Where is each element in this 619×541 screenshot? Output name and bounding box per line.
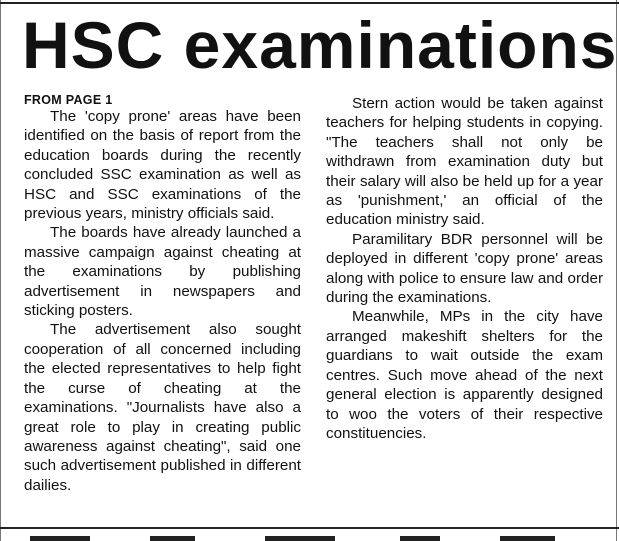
paragraph: The boards have already launched a massive campaign against cheating at the examinations by publishing advertisement in newspapers and sticking posters. <box>24 224 301 320</box>
paragraph: Paramilitary BDR personnel will be deployed in different 'copy prone' areas along with police to ensure law and order during the examinations. <box>326 230 603 307</box>
paragraph: Meanwhile, MPs in the city have arranged makeshift shelters for the guardians to wait outside the exam centres. Such move ahead of the next general election is apparently designed to woo the voters of their respective constituencies. <box>326 308 603 442</box>
headline: HSC examinations <box>22 8 618 82</box>
paragraph: The advertisement also sought cooperation of all concerned including the elected representatives to help fight the curse of cheating at the examinations. "Journalists have also a great role to play in creating public awareness against cheating", said one such advertisement published in different dailies. <box>24 321 301 494</box>
cropped-next-headline <box>0 531 619 541</box>
article-column-left <box>24 94 301 495</box>
bottom-rule <box>0 527 619 529</box>
left-border <box>0 0 1 541</box>
top-rule <box>0 2 619 4</box>
continuation-kicker: FROM PAGE 1 <box>24 93 113 107</box>
paragraph: The 'copy prone' areas have been identified on the basis of report from the education boards during the recently concluded SSC examination as well as HSC and SSC examinations of the previous years, ministry officials said. <box>24 108 301 223</box>
article-column-right <box>326 94 603 443</box>
paragraph: Stern action would be taken against teachers for helping students in copying. "The teachers shall not only be withdrawn from examination duty but their salary will also be held up for a year as 'punishment,' an official of the education ministry said. <box>326 95 603 229</box>
